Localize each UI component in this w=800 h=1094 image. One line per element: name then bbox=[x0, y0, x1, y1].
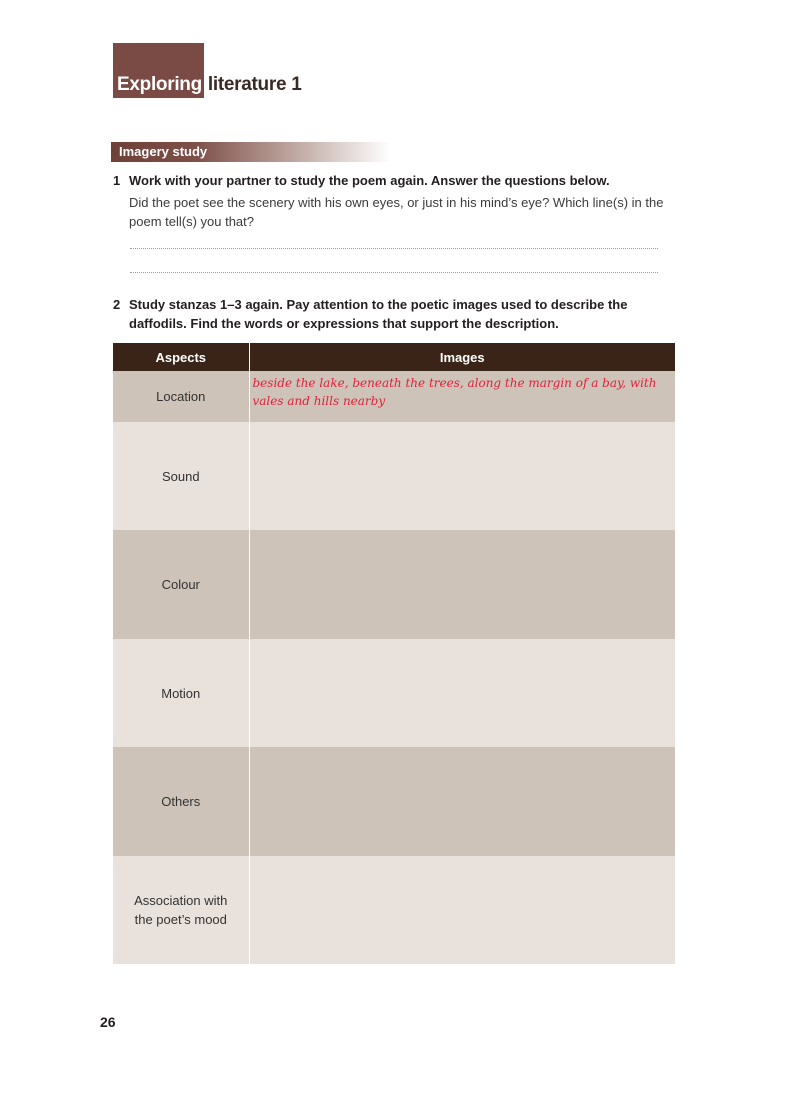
section-title: Imagery study bbox=[119, 144, 208, 159]
question-1-number: 1 bbox=[113, 173, 121, 188]
aspect-label-line2: the poet’s mood bbox=[134, 912, 227, 927]
answer-line-1[interactable] bbox=[130, 248, 658, 249]
page-number: 26 bbox=[100, 1014, 116, 1030]
table-row-association bbox=[113, 856, 675, 964]
chapter-title bbox=[117, 74, 301, 96]
images-answer-cell[interactable] bbox=[249, 530, 675, 639]
images-answer-cell[interactable] bbox=[249, 747, 675, 856]
question-1-prompt: Work with your partner to study the poem again. Answer the questions below. bbox=[129, 173, 610, 188]
table-row-motion bbox=[113, 639, 675, 747]
images-answer-cell[interactable] bbox=[249, 422, 675, 530]
table-row-sound bbox=[113, 422, 675, 530]
aspect-cell bbox=[113, 856, 249, 964]
table-header-row bbox=[113, 343, 675, 371]
aspect-cell: Sound bbox=[113, 422, 249, 530]
answer-line-2[interactable] bbox=[130, 272, 658, 273]
table-row-location bbox=[113, 371, 675, 422]
question-2 bbox=[113, 295, 673, 333]
aspect-cell: Location bbox=[113, 371, 249, 422]
imagery-table bbox=[113, 343, 675, 964]
images-answer-cell[interactable] bbox=[249, 639, 675, 747]
question-2-prompt-line2: daffodils. Find the words or expressions that support the description. bbox=[129, 316, 559, 331]
question-1 bbox=[113, 171, 673, 231]
question-1-text-line1: Did the poet see the scenery with his own eyes, or just in his mind’s eye? Which line(s) in the bbox=[129, 195, 664, 210]
question-2-prompt-line1: Study stanzas 1–3 again. Pay attention to the poetic images used to describe the bbox=[129, 297, 628, 312]
question-1-text-line2: poem tell(s) you that? bbox=[129, 214, 255, 229]
aspect-label-line1: Association with bbox=[134, 893, 228, 908]
column-header-images: Images bbox=[249, 343, 675, 371]
table-row-colour bbox=[113, 530, 675, 639]
chapter-title-word1: Exploring bbox=[117, 74, 202, 95]
question-2-number: 2 bbox=[113, 297, 121, 312]
section-heading-bar bbox=[111, 142, 391, 162]
images-answer-cell[interactable] bbox=[249, 856, 675, 964]
handwritten-answer: beside the lake, beneath the trees, along the margin of a bay, with vales and hills nearby bbox=[252, 376, 657, 408]
aspect-cell: Others bbox=[113, 747, 249, 856]
images-answer-cell[interactable] bbox=[249, 371, 675, 422]
table-row-others bbox=[113, 747, 675, 856]
chapter-title-word2: literature 1 bbox=[207, 74, 302, 95]
aspect-cell: Colour bbox=[113, 530, 249, 639]
aspect-cell: Motion bbox=[113, 639, 249, 747]
column-header-aspects: Aspects bbox=[113, 343, 249, 371]
